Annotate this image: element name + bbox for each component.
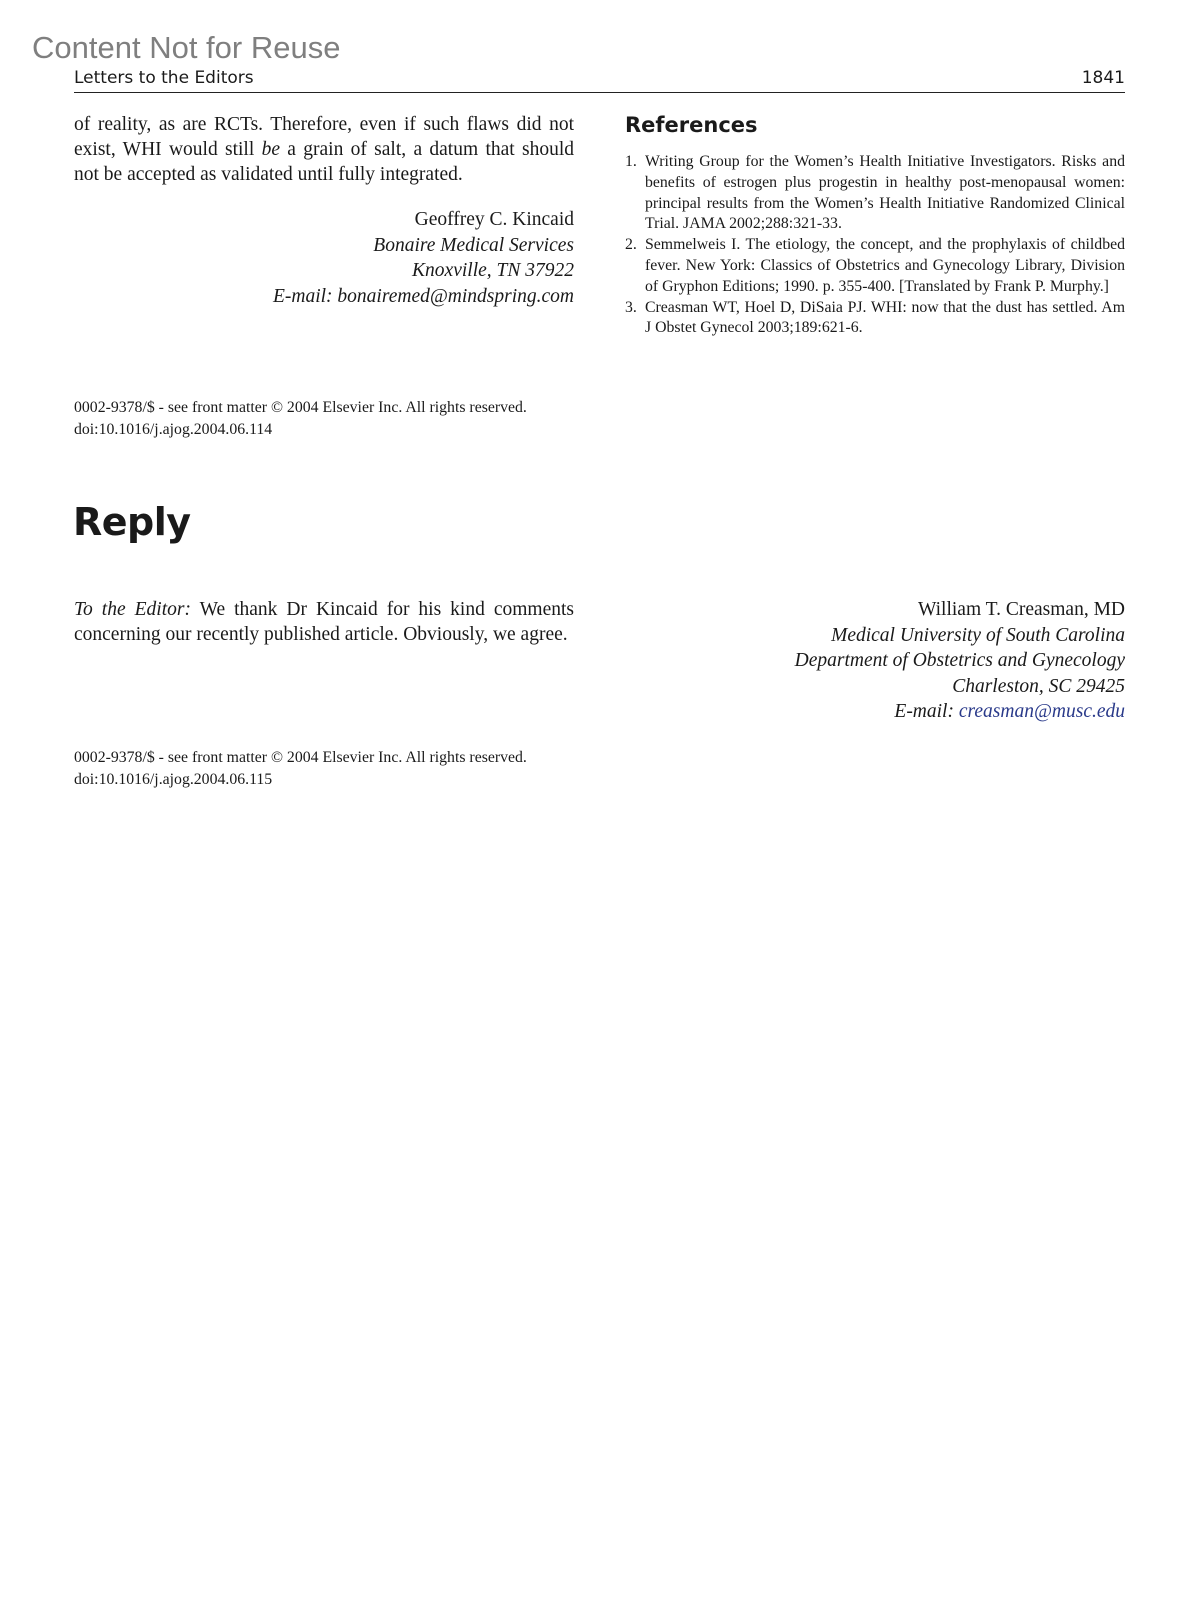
- running-header: [74, 66, 1125, 93]
- letter-body: [74, 112, 574, 187]
- salutation: To the Editor:: [74, 599, 191, 620]
- letter-signature: [74, 207, 574, 309]
- author-affiliation: Bonaire Medical Services: [373, 234, 574, 256]
- reference-item: 3. Creasman WT, Hoel D, DiSaia PJ. WHI: now that the dust has settled. Am J Obstet Gynecol 2003;189:621-6.: [625, 298, 1125, 337]
- references-section: [625, 113, 1125, 339]
- author-email: E-mail: creasman@musc.edu: [894, 701, 1125, 722]
- author-name: Geoffrey C. Kincaid: [414, 209, 574, 230]
- reply-paragraph: To the Editor: We thank Dr Kincaid for his kind comments concerning our recently published article. Obviously, we agree.: [74, 599, 574, 645]
- references-list: [625, 152, 1125, 339]
- reply-heading: Reply: [73, 500, 191, 544]
- references-title: References: [625, 113, 758, 137]
- author-department: Department of Obstetrics and Gynecology: [794, 650, 1125, 671]
- author-location: Charleston, SC 29425: [952, 675, 1125, 697]
- author-email: E-mail: bonairemed@mindspring.com: [272, 285, 574, 307]
- author-affiliation: Medical University of South Carolina: [831, 624, 1125, 646]
- letter-paragraph: of reality, as are RCTs. Therefore, even if such flaws did not exist, WHI would still be a grain of salt, a datum that should not be accepted as validated until fully integrated.: [74, 114, 575, 185]
- letter-footer: [74, 397, 574, 440]
- reply-signature: [625, 597, 1125, 725]
- doi-line: doi:10.1016/j.ajog.2004.06.115: [74, 770, 273, 788]
- reference-item: 2. Semmelweis I. The etiology, the concept, and the prophylaxis of childbed fever. New York: Classics of Obstetrics and Gynecology Library, Division of Gryphon Editions; 1990. p. 355-400. [Translated by Frank P. Murphy.]: [625, 236, 1125, 295]
- author-location: Knoxville, TN 37922: [412, 260, 574, 281]
- copyright-line: 0002-9378/$ - see front matter © 2004 Elsevier Inc. All rights reserved.: [74, 399, 527, 416]
- copyright-line: 0002-9378/$ - see front matter © 2004 Elsevier Inc. All rights reserved.: [74, 749, 527, 766]
- reply-footer: [74, 747, 574, 790]
- reference-item: 1. Writing Group for the Women’s Health Initiative Investigators. Risks and benefits of estrogen plus progestin in healthy post-menopausal women: principal results from the Women’s Health Initiative Randomized Clinical Trial. JAMA 2002;288:321-33.: [625, 153, 1125, 233]
- doi-line: doi:10.1016/j.ajog.2004.06.114: [74, 420, 273, 438]
- section-title: Letters to the Editors: [74, 68, 254, 88]
- author-name: William T. Creasman, MD: [918, 599, 1125, 620]
- email-link[interactable]: creasman@musc.edu: [958, 701, 1125, 722]
- watermark-text: Content Not for Reuse: [32, 30, 341, 65]
- page-number: 1841: [1081, 68, 1125, 88]
- reply-body: [74, 597, 574, 647]
- emphasis: be: [261, 139, 280, 160]
